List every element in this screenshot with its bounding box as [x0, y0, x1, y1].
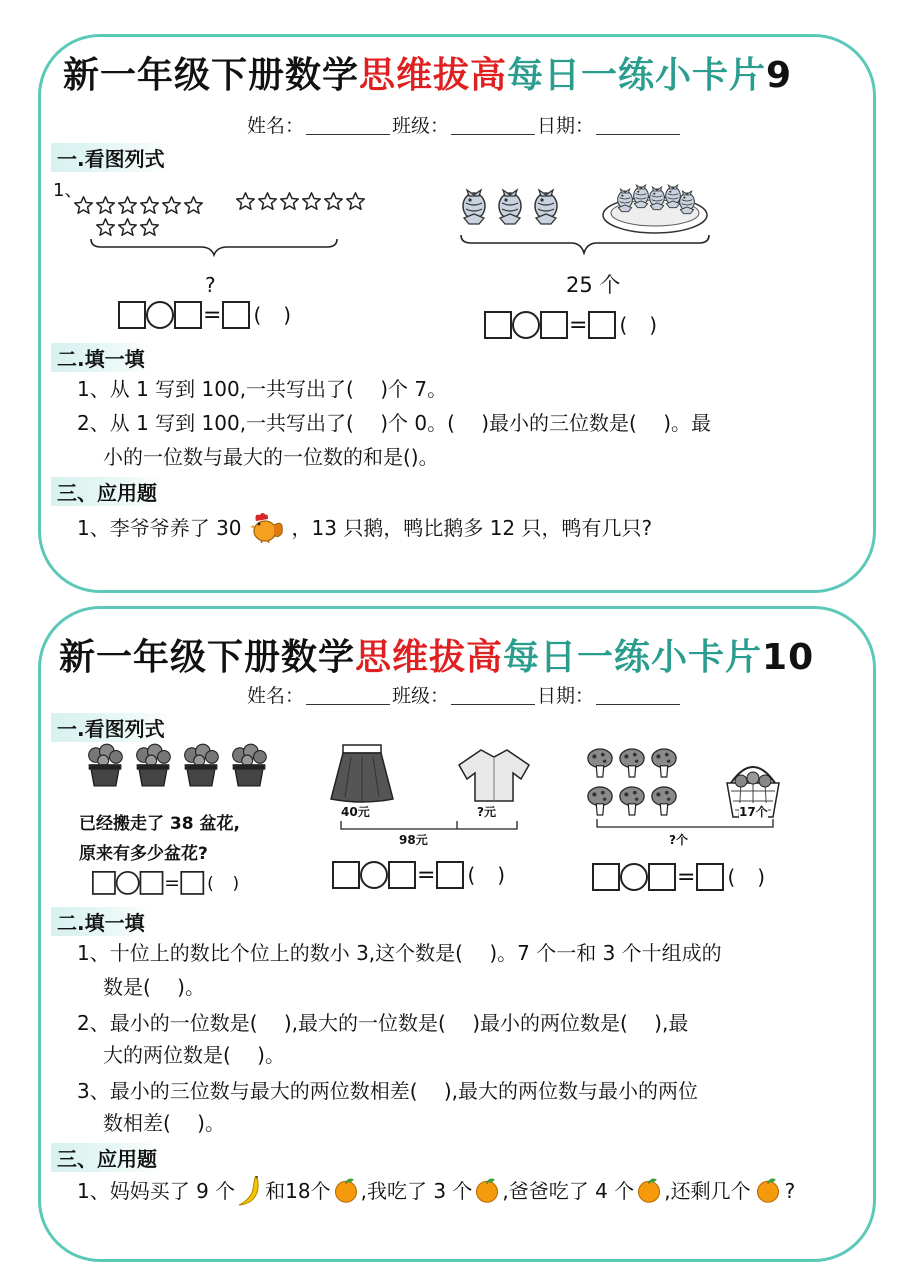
- title-part-grade: 新一年级下册数学: [59, 637, 356, 678]
- word-problem-part-c: ,我吃了 3 个: [360, 1179, 473, 1203]
- unit-parentheses[interactable]: (): [727, 865, 788, 889]
- practice-card-10: [38, 606, 876, 1262]
- title-part-thinking: 思维拔高: [355, 637, 504, 678]
- number-box[interactable]: [648, 863, 676, 891]
- number-box[interactable]: [332, 861, 360, 889]
- fish-icon: [459, 183, 571, 229]
- shirt-price: ?元: [477, 805, 496, 819]
- equals-sign: =: [417, 862, 436, 888]
- date-label: 日期：: [537, 685, 595, 707]
- orange-icon: [635, 1176, 663, 1206]
- total-bracket-mushrooms: [595, 817, 775, 831]
- date-blank[interactable]: [596, 686, 680, 705]
- section-heading-picture-equation: 一.看图列式: [51, 143, 173, 172]
- flower-pots: [85, 743, 275, 797]
- clothes-total: 98元: [399, 833, 428, 847]
- number-box[interactable]: [118, 301, 146, 329]
- class-blank[interactable]: [451, 116, 535, 135]
- problem-number: 1、: [53, 180, 83, 201]
- number-box[interactable]: [174, 301, 202, 329]
- practice-card-9: [38, 34, 876, 593]
- word-problem-part-f: ?: [784, 1179, 796, 1203]
- number-box[interactable]: [388, 861, 416, 889]
- basket-count-label: 17个: [739, 805, 768, 819]
- answer-box[interactable]: [588, 311, 616, 339]
- equals-sign: =: [569, 312, 588, 338]
- title-part-thinking: 思维拔高: [359, 55, 508, 96]
- fill-question-3-cont: 数相差( )。: [103, 1111, 225, 1135]
- name-blank[interactable]: [306, 686, 390, 705]
- operator-circle[interactable]: [360, 861, 388, 889]
- operator-circle[interactable]: [620, 863, 648, 891]
- section-heading-fill-in: 二.填一填: [51, 343, 153, 372]
- answer-box[interactable]: [436, 861, 464, 889]
- title-card-number: 10: [762, 637, 815, 678]
- mushroom-total: ?个: [669, 833, 688, 847]
- skirt-icon: [329, 743, 395, 803]
- stars-group-right: [235, 191, 369, 219]
- total-bracket-clothes: [339, 819, 519, 833]
- equation-blank-3[interactable]: [592, 863, 787, 891]
- rooster-icon: [248, 511, 286, 543]
- equation-blank-1[interactable]: [92, 871, 258, 895]
- unit-parentheses[interactable]: (): [207, 872, 258, 894]
- operator-circle[interactable]: [146, 301, 174, 329]
- title-part-grade: 新一年级下册数学: [63, 55, 360, 96]
- answer-box[interactable]: [222, 301, 250, 329]
- word-problem-part-e: ,还剩几个: [664, 1179, 751, 1203]
- title-card-number: 9: [766, 55, 793, 96]
- card-title: [63, 47, 792, 98]
- shirt-icon: [455, 747, 533, 803]
- title-part-daily: 每日一练小卡片: [503, 637, 763, 678]
- number-box[interactable]: [484, 311, 512, 339]
- operator-circle[interactable]: [512, 311, 540, 339]
- flower-pot-icon: [85, 743, 275, 793]
- fill-question-1-cont: 数是( )。: [103, 975, 205, 999]
- section-heading-fill-in: 二.填一填: [51, 907, 153, 936]
- title-part-daily: 每日一练小卡片: [507, 55, 767, 96]
- section-heading-word-problem: 三、应用题: [51, 1143, 165, 1172]
- fill-question-1: 1、从 1 写到 100,一共写出了( )个 7。: [77, 377, 448, 401]
- equals-sign: =: [677, 864, 696, 890]
- operator-circle[interactable]: [116, 871, 140, 895]
- student-info: [247, 681, 682, 708]
- class-label: 班级：: [392, 115, 450, 137]
- name-label: 姓名：: [247, 685, 305, 707]
- fish-group: [459, 183, 571, 233]
- word-problem-part-d: ,爸爸吃了 4 个: [502, 1179, 635, 1203]
- word-problem: [77, 1175, 795, 1207]
- class-label: 班级：: [392, 685, 450, 707]
- fill-question-2-cont: 大的两位数是( )。: [103, 1043, 285, 1067]
- fill-question-2: 2、最小的一位数是( ),最大的一位数是( )最小的两位数是( ),最: [77, 1011, 689, 1035]
- unit-parentheses[interactable]: (): [467, 863, 528, 887]
- card-title: [59, 629, 814, 680]
- name-blank[interactable]: [306, 116, 390, 135]
- number-box[interactable]: [140, 871, 164, 895]
- word-problem-end: ，13 只鹅，鸭比鹅多 12 只，鸭有几只?: [291, 516, 653, 540]
- word-problem-part-a: 1、妈妈买了 9 个: [77, 1179, 236, 1203]
- brace-stars: [89, 235, 339, 259]
- fill-question-2: 2、从 1 写到 100,一共写出了( )个 0。( )最小的三位数是( )。最: [77, 411, 712, 435]
- word-problem-part-b: 和18个: [265, 1179, 331, 1203]
- number-box[interactable]: [592, 863, 620, 891]
- orange-icon: [332, 1176, 360, 1206]
- fill-question-2-cont: 小的一位数与最大的一位数的和是()。: [103, 445, 439, 469]
- word-problem-start: 1、李爷爷养了 30: [77, 516, 242, 540]
- mushroom-group: [584, 747, 684, 825]
- section-heading-word-problem: 三、应用题: [51, 477, 165, 506]
- answer-box[interactable]: [696, 863, 724, 891]
- skirt-price: 40元: [341, 805, 370, 819]
- equals-sign: =: [203, 302, 222, 328]
- number-box[interactable]: [540, 311, 568, 339]
- plate-icon: [601, 175, 711, 237]
- banana-icon: [237, 1175, 263, 1207]
- date-blank[interactable]: [596, 116, 680, 135]
- orange-icon: [473, 1176, 501, 1206]
- flower-problem-line2: 原来有多少盆花?: [79, 844, 208, 864]
- answer-box[interactable]: [181, 871, 205, 895]
- star-icon: [235, 191, 369, 215]
- unknown-total-mark: ?: [205, 273, 216, 297]
- number-box[interactable]: [92, 871, 116, 895]
- class-blank[interactable]: [451, 686, 535, 705]
- equation-blank-1[interactable]: [118, 301, 313, 329]
- orange-icon: [754, 1176, 782, 1206]
- word-problem: [77, 511, 652, 543]
- fish-total-label: 25 个: [566, 273, 621, 297]
- equation-blank-2[interactable]: [484, 311, 679, 339]
- mushroom-icon: [584, 747, 684, 821]
- fill-question-1: 1、十位上的数比个位上的数小 3,这个数是( )。7 个一和 3 个十组成的: [77, 941, 722, 965]
- fill-question-3: 3、最小的三位数与最大的两位数相差( ),最大的两位数与最小的两位: [77, 1079, 699, 1103]
- date-label: 日期：: [537, 115, 595, 137]
- name-label: 姓名：: [247, 115, 305, 137]
- unit-parentheses[interactable]: (): [619, 313, 680, 337]
- section-heading-picture-equation: 一.看图列式: [51, 713, 173, 742]
- unit-parentheses[interactable]: (): [253, 303, 314, 327]
- student-info: [247, 111, 682, 138]
- flower-problem-line1: 已经搬走了 38 盆花,: [79, 814, 240, 834]
- equation-blank-2[interactable]: [332, 861, 527, 889]
- brace-fish: [459, 233, 711, 257]
- equals-sign: =: [164, 872, 180, 894]
